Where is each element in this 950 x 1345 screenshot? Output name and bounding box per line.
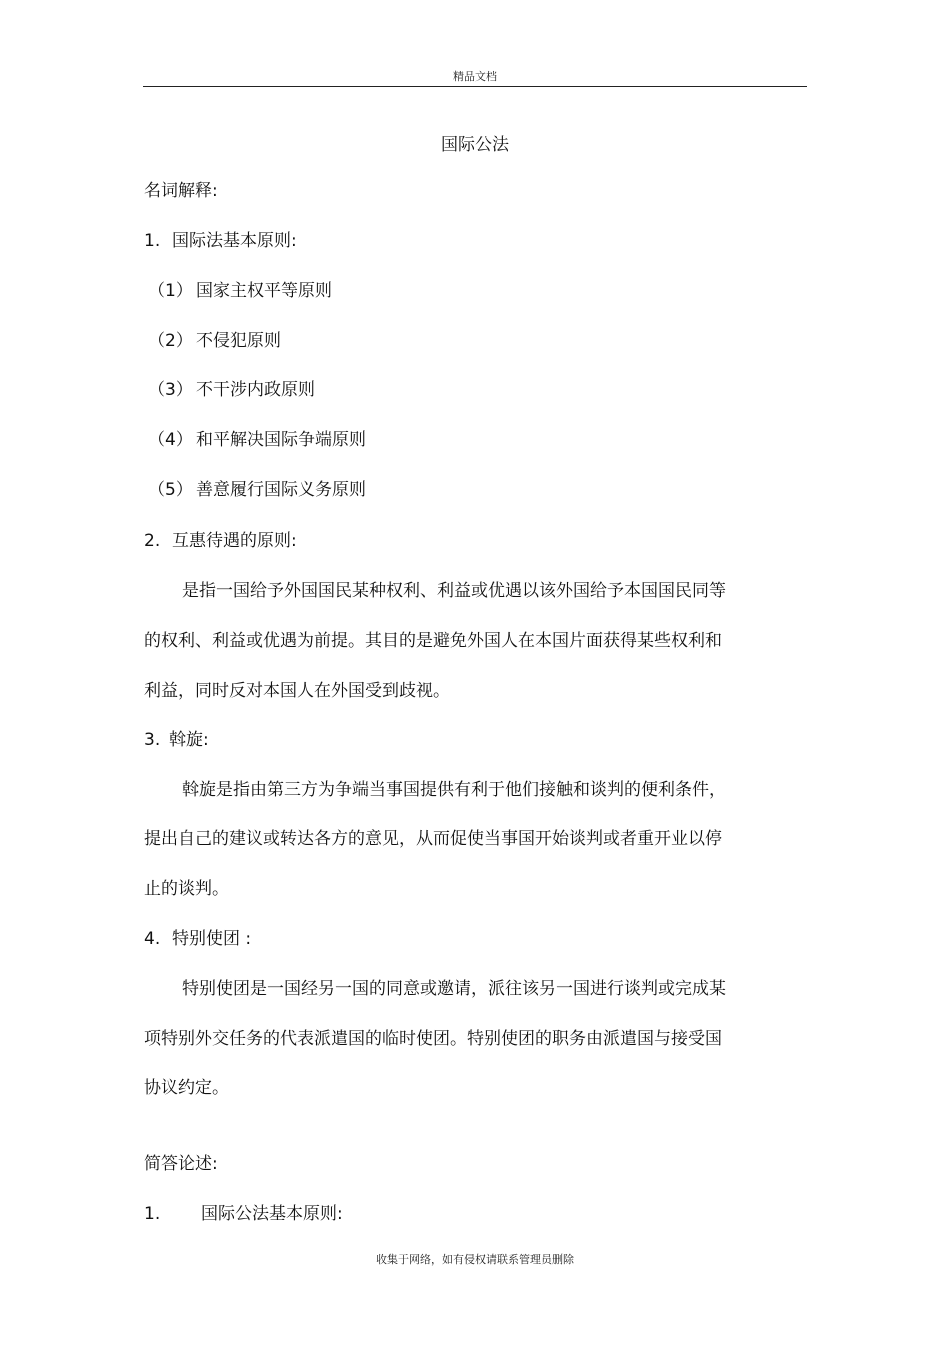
section-2-item-1: [144, 1203, 343, 1225]
list-text: 善意履行国际义务原则: [196, 480, 366, 500]
item-number: 3.: [144, 730, 161, 750]
item-number: 4.: [144, 929, 161, 949]
paragraph-line: 止的谈判。: [144, 879, 229, 899]
page-footer: 收集于网络，如有侵权请联系管理员删除: [376, 1253, 574, 1266]
section-heading-short-answers: 简答论述:: [144, 1154, 218, 1174]
item-1-heading: [144, 230, 297, 252]
list-item: [144, 280, 332, 302]
item-label: 国际法基本原则:: [172, 231, 297, 251]
item-number: 2.: [144, 531, 161, 551]
item-label: 斡旋:: [169, 730, 209, 750]
item-4-heading: [144, 928, 251, 950]
list-text: 和平解决国际争端原则: [196, 430, 366, 450]
item-3-heading: [144, 729, 209, 751]
list-text: 不侵犯原则: [196, 331, 281, 351]
paragraph-line: 提出自己的建议或转达各方的意见，从而促使当事国开始谈判或者重开业以停: [144, 829, 722, 849]
paragraph-line: 利益，同时反对本国人在外国受到歧视。: [144, 681, 450, 701]
list-marker: （2）: [148, 331, 193, 351]
list-marker: （1）: [148, 281, 193, 301]
document-title: 国际公法: [441, 135, 509, 155]
list-item: [144, 330, 281, 352]
list-marker: （3）: [148, 380, 193, 400]
paragraph-line: 项特别外交任务的代表派遣国的临时使团。特别使团的职务由派遣国与接受国: [144, 1029, 722, 1049]
section-heading-terms: 名词解释:: [144, 181, 218, 201]
paragraph-line: 协议约定。: [144, 1078, 229, 1098]
list-text: 不干涉内政原则: [196, 380, 315, 400]
paragraph-line: 斡旋是指由第三方为争端当事国提供有利于他们接触和谈判的便利条件，: [182, 780, 726, 800]
item-label: 互惠待遇的原则:: [172, 531, 297, 551]
list-text: 国家主权平等原则: [196, 281, 332, 301]
page-header: 精品文档: [453, 70, 497, 83]
item-label: 特别使团 :: [172, 929, 252, 949]
list-marker: （5）: [148, 480, 193, 500]
item-number: 1.: [144, 231, 161, 251]
item-label: 国际公法基本原则:: [201, 1204, 343, 1224]
item-number: 1.: [144, 1204, 161, 1224]
paragraph-line: 特别使团是一国经另一国的同意或邀请，派往该另一国进行谈判或完成某: [182, 979, 726, 999]
paragraph-line: 是指一国给予外国国民某种权利、利益或优遇以该外国给予本国国民同等: [182, 581, 726, 601]
list-item: [144, 429, 366, 451]
item-2-heading: [144, 530, 297, 552]
list-item: [144, 479, 366, 501]
list-marker: （4）: [148, 430, 193, 450]
list-item: [144, 379, 315, 401]
paragraph-line: 的权利、利益或优遇为前提。其目的是避免外国人在本国片面获得某些权利和: [144, 631, 722, 651]
header-rule: [143, 86, 807, 87]
